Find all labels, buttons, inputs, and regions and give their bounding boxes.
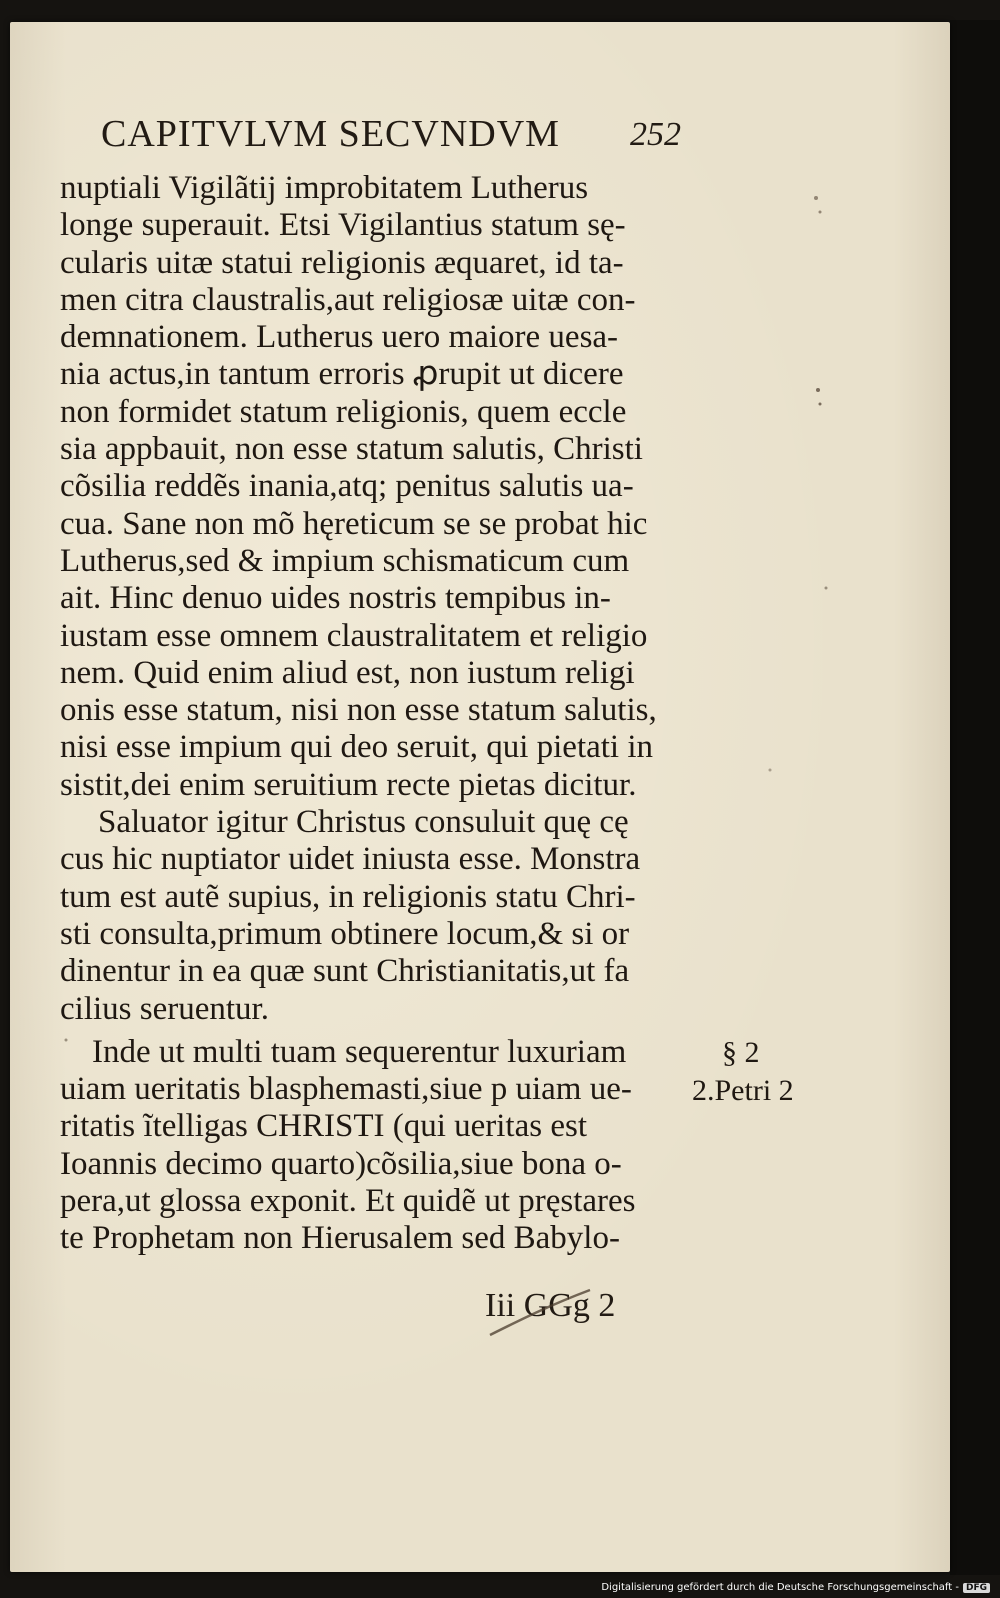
text-line: cularis uitæ statui religionis æquaret, id ta- <box>60 244 624 281</box>
text-line: tum est autẽ supius, in religionis statu Chri- <box>60 878 636 915</box>
running-head: CAPITVLVM SECVNDVM <box>101 113 560 155</box>
signature-mark: Iii GGg 2 <box>485 1287 616 1324</box>
text-line: uiam ueritatis blasphemasti,siue p uiam ue- <box>60 1071 632 1108</box>
margin-note-section: § 2 <box>722 1036 760 1069</box>
text-line: men citra claustralis,aut religiosæ uitæ con- <box>60 281 636 318</box>
text-line: sistit,dei enim seruitium recte pietas dicitur. <box>60 766 637 803</box>
text-line: nem. Quid enim aliud est, non iustum religi <box>60 654 635 691</box>
text-line: te Prophetam non Hierusalem sed Babylo- <box>60 1220 620 1257</box>
text-line: longe superauit. Etsi Vigilantius statum sę- <box>60 207 626 244</box>
dfg-logo: DFG <box>963 1583 990 1593</box>
scan-background <box>950 20 1000 1575</box>
text-line: nia actus,in tantum erroris ꝓrupit ut dicere <box>60 356 624 393</box>
text-line: ait. Hinc denuo uides nostris tempibus in- <box>60 580 611 617</box>
text-line: Ioannis decimo quarto)cõsilia,siue bona o- <box>60 1145 622 1182</box>
body-text <box>60 170 700 1258</box>
text-line: demnationem. Lutherus uero maiore uesa- <box>60 319 619 356</box>
text-line: nisi esse impium qui deo seruit, qui pietati in <box>60 729 654 766</box>
text-line: Lutherus,sed & impium schismaticum cum <box>60 542 630 579</box>
text-line: cua. Sane non mõ hęreticum se se probat hic <box>60 505 648 542</box>
text-line: ritatis ĩtelligas CHRISTI (qui ueritas est <box>60 1108 588 1145</box>
digitization-credit <box>601 1582 990 1593</box>
text-line: Saluator igitur Christus consuluit quę cę <box>98 804 629 841</box>
text-line: dinentur in ea quæ sunt Christianitatis,ut fa <box>60 953 630 990</box>
text-line: Inde ut multi tuam sequerentur luxuriam <box>92 1033 627 1070</box>
text-line: cõsilia reddẽs inania,atq; penitus salutis ua- <box>60 468 634 505</box>
credit-text: Digitalisierung gefördert durch die Deutsche Forschungsgemeinschaft - <box>601 1582 959 1593</box>
pen-stroke-mark <box>480 1280 640 1340</box>
text-line: iustam esse omnem claustralitatem et religio <box>60 617 648 654</box>
margin-note-reference: 2.Petri 2 <box>692 1074 794 1107</box>
text-line: onis esse statum, nisi non esse statum salutis, <box>60 692 657 729</box>
text-line: nuptiali Vigilãtij improbitatem Lutherus <box>60 170 589 206</box>
text-line: sia appbauit, non esse statum salutis, Christi <box>60 431 643 468</box>
text-line: cilius seruentur. <box>60 990 269 1027</box>
text-line: pera,ut glossa exponit. Et quidẽ ut pręstares <box>60 1183 636 1220</box>
folio-number: 252 <box>630 116 681 153</box>
text-line: sti consulta,primum obtinere locum,& si or <box>60 915 630 952</box>
text-line: cus hic nuptiator uidet iniusta esse. Monstra <box>60 841 641 878</box>
text-line: non formidet statum religionis, quem eccle <box>60 393 627 430</box>
